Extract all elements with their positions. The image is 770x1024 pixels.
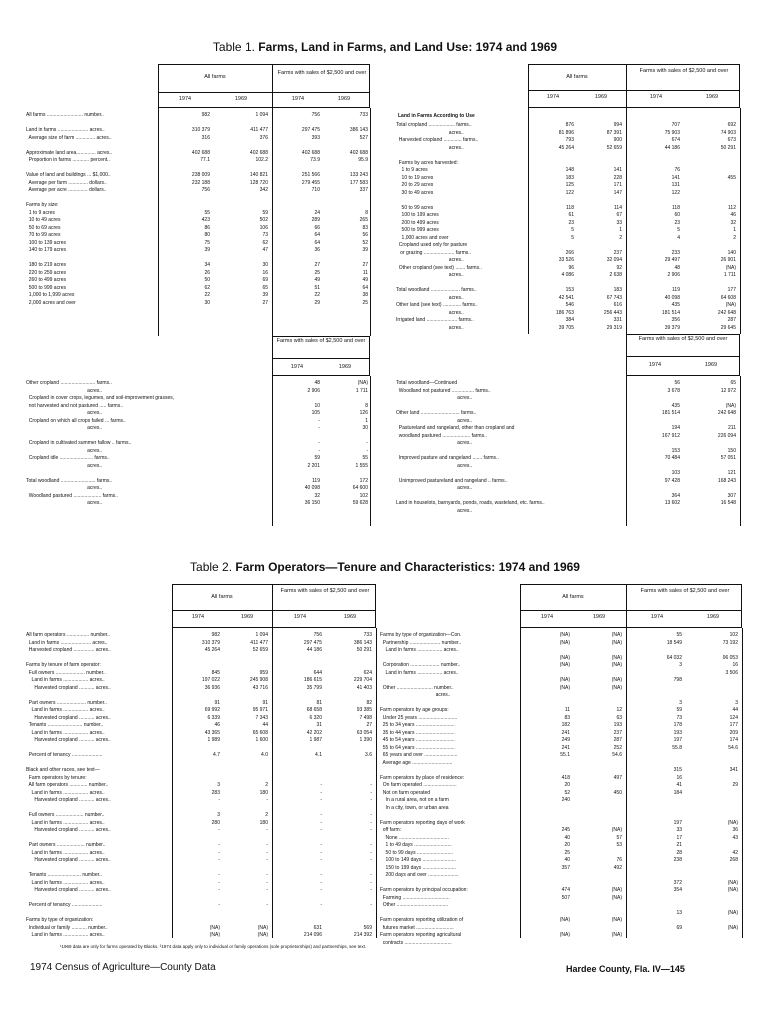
t1r-y1974-a: 1974 <box>546 94 560 100</box>
t1b-y1974-left: 1974 <box>290 364 304 370</box>
footer-left: 1974 Census of Agriculture—County Data <box>30 962 216 973</box>
t2-left-sales-1974: 756 297 475 44 186 644 186 615 35 799 81 68 658 6 320 31 42 202 1 987 4.1 - - - - - - - - - - - - - 631 214 096 <box>303 632 322 938</box>
t1b-col-sales-right: Farms with sales of $2,500 and over <box>638 336 728 342</box>
t2-right-all-1974: (NA) (NA) (NA) (NA) (NA) (NA) 11 83 182 241 249 241 55.1 418 20 52 240 245 40 20 25 40 357 474 507 (NA) (NA) <box>559 632 570 938</box>
t2-y1974-b: 1974 <box>293 614 307 620</box>
t2-y1974-a: 1974 <box>191 614 205 620</box>
t1-right-all-1974: 876 81 896 793 45 264 148 183 125 122 118 61 23 5 5 266 33 526 96 4 086 153 42 541 546 186 763 384 39 705 <box>555 122 574 331</box>
t1-left-labels: All farms .......................... number.. Land in farms ...................... acres.. Average size of farm .............. acres.. Approximate land area.............. acres.. Proportion in farms ............ percent.. Value of land and buildings ... $1,000.. Average per farm .............. dollars.. Average per acre .............. dollars.. Farms by size: 1 to 9 acres 10 to 49 acres 50 to 69 acres 70 to 99 acres 100 to 139 acres 140 to 179 acres 180 to 219 acres 220 to 259 acres 260 to 499 acres 500 to 999 acres 1,000 to 1,999 acres 2,000 acres and over <box>26 112 113 306</box>
t1b-left-labels: Other cropland ......................... farms.. acres.. Cropland in cover crops, legumes, and soil-improvement grasses, not harvested and not pastured ..... farms.. acres.. Cropland on which all crops failed ... farms.. acres.. Cropland in cultivated summer fallow .. farms.. acres.. Cropland idle ........................ farms.. acres.. Total woodland ......................... farms.. acres.. Woodland pastured .................... farms.. acres.. <box>26 380 175 506</box>
t2-col-all: All farms <box>211 594 233 600</box>
t2-right-sales-1969: 102 73 192 96 053 16 3 506 3 44 124 177 209 174 54.6 341 29 (NA) 36 43 42 268 (NA) (NA) (NA) (NA) <box>722 632 738 931</box>
t2r-col-sales: Farms with sales of $2,500 and over <box>640 588 730 594</box>
t1r-col-sales: Farms with sales of $2,500 and over <box>639 68 729 74</box>
table2-title-prefix: Table 2. <box>190 560 233 574</box>
t2-left-sales-1969: 733 386 143 50 291 624 229 704 41 403 82 93 385 7 498 27 63 054 1 390 3.6 - - - - - - - - - - - - - 569 214 392 <box>353 632 372 938</box>
t1-right-sales-1969: 692 74 903 673 50 291 455 112 46 32 1 2 140 26 901 (NA) 1 711 177 64 608 (NA) 242 648 287 29 645 <box>717 122 736 331</box>
t1b-y1974-right: 1974 <box>648 362 662 368</box>
t1r-col-all: All farms <box>566 74 588 80</box>
t2-left-all-1969: 1 094 411 477 52 659 959 245 908 43 716 91 95 971 7 343 44 65 608 1 600 4.0 2 180 - 2 180 - - - - - - - - (NA) (NA) <box>249 632 268 938</box>
t1b-left-1974: 48 2 906 10 105 - - - - 59 2 201 119 40 098 32 36 150 <box>304 380 320 506</box>
t1-left-sales-1969: 733 386 143 527 402 688 95.9 133 243 177 583 337 8 265 83 56 52 39 27 11 49 64 38 25 <box>349 112 368 306</box>
t2r-y1969-a: 1969 <box>592 614 606 620</box>
t2-right-sales-1974: 55 18 549 64 032 3 798 3 59 73 178 193 197 55.8 315 16 41 184 197 33 17 21 28 238 372 354 13 69 <box>666 632 682 931</box>
t1-right-all-1969: 994 87 391 900 52 659 141 228 171 147 114 67 33 1 2 237 32 094 92 2 638 183 67 743 616 256 443 331 29 319 <box>603 122 622 331</box>
t1r-y1969-a: 1969 <box>594 94 608 100</box>
t1b-right-1969: 65 12 972 (NA) 242 648 211 226 094 150 57 051 121 168 243 307 16 548 <box>717 380 736 506</box>
t1-y1969-b: 1969 <box>337 96 351 102</box>
t2-col-sales: Farms with sales of $2,500 and over <box>280 588 370 594</box>
footer-right: Hardee County, Fla. IV—145 <box>566 964 685 974</box>
t1-col-all: All farms <box>204 74 226 80</box>
t1-left-all-1969: 1 094 411 477 376 402 688 102.2 140 821 128 720 342 59 502 106 73 62 47 30 16 69 65 39 27 <box>249 112 268 306</box>
t2r-y1969-b: 1969 <box>706 614 720 620</box>
t2-right-labels: Farms by type of organization—Con. Partnership ...................... number.. Land in farms .................. acres.. Corporation ..................... number.. Land in farms .................. acres.. Other .......................... number.. acres.. Farm operators by age groups: Under 25 years ............................ 25 to 34 years ............................ 35 to 44 years ............................ 45 to 54 years ............................ 55 to 64 years ............................ 65 years and over ........................ Average age ............................. Farm operators by place of residence: On farm operated ........................ Not on farm operated In a rural area, not on a farm In a city, town, or urban area Farm operators reporting days of work off farm: None .................................... 1 to 49 days ........................... 50 to 99 days .......................... 100 to 149 days ........................ 150 to 199 days ........................ 200 days and over ...................... Farm operators by principal occupation: Farming .................................. Other ..................................... Farm operators reporting utilization of futures market ........................... Farm operators reporting agricultural contracts .................................. <box>380 632 468 946</box>
t1-left-all-1974: 982 310 379 316 402 688 77.1 238 009 232 188 756 55 423 86 80 75 39 34 26 50 62 22 30 <box>191 112 210 306</box>
t1b-right-1974: 56 3 678 435 181 514 194 167 912 153 70 484 103 97 428 364 13 602 <box>661 380 680 506</box>
t1-right-labels: Total cropland ................... farms.. acres.. Harvested cropland ............. farms.. acres.. Farms by acres harvested: 1 to 9 acres 10 to 19 acres 20 to 29 acres 30 to 49 acres 50 to 99 acres 100 to 199 acres 200 to 499 acres 500 to 999 acres 1,000 acres and over Cropland used only for pasture or grazing ...................... farms.. acres.. Other cropland (see text) ....... farms.. acres.. Total woodland ..................... farms.. acres.. Other land (see text) ............. farms.. acres.. Irrigated land ...................... farms.. acres.. <box>396 122 482 331</box>
footnote: ¹1969 data are only for farms operated by Blacks. ²1974 data apply only to individual or family operations (sole proprietorships) and partnerships, see text. <box>60 944 367 949</box>
t2r-col-all: All farms <box>562 594 584 600</box>
t1-y1969-a: 1969 <box>234 96 248 102</box>
t1b-col-sales-left: Farms with sales of $2,500 and over <box>276 338 366 344</box>
table1-title <box>0 40 770 54</box>
t1r-y1974-b: 1974 <box>649 94 663 100</box>
t1-left-sales-1974: 756 297 475 393 402 688 73.9 251 566 279 455 710 24 289 66 64 64 36 27 25 49 51 22 29 <box>301 112 320 306</box>
table1-title-text: Farms, Land in Farms, and Land Use: 1974 and 1969 <box>258 40 558 54</box>
table1-title-prefix: Table 1. <box>212 40 255 54</box>
t1r-y1969-b: 1969 <box>705 94 719 100</box>
t2r-y1974-b: 1974 <box>650 614 664 620</box>
table2-title <box>0 560 770 574</box>
t1-right-sales-1974: 707 75 903 674 44 186 76 141 131 122 118 60 23 5 4 233 29 497 48 2 906 119 40 098 435 181 514 356 39 379 <box>661 122 680 331</box>
t1-y1974-a: 1974 <box>178 96 192 102</box>
t2-right-all-1969: (NA) (NA) (NA) (NA) (NA) (NA) 12 63 193 237 287 252 54.6 497 450 (NA) 57 53 76 492 (NA) (NA) (NA) (NA) <box>611 632 622 938</box>
t2-left-all-1974: 982 310 379 45 264 845 197 022 36 936 91 69 992 6 339 46 43 365 1 989 4.7 3 283 - 3 280 - - - - - - - - (NA) (NA) <box>201 632 220 938</box>
t1b-y1969-right: 1969 <box>704 362 718 368</box>
t1b-right-labels: Total woodland—Continued Woodland not pastured ................ farms.. acres.. Other land ............................ farms.. acres.. Pastureland and rangeland, other than cropland and woodland pastured .................... farms.. acres.. Improved pasture and rangeland ....... farms.. acres.. Unimproved pastureland and rangeland .. farms.. acres.. Land in houselots, barnyards, ponds, roads, wasteland, etc. farms.. acres.. <box>396 380 545 514</box>
t1-y1974-b: 1974 <box>291 96 305 102</box>
t2r-y1974-a: 1974 <box>540 614 554 620</box>
t1-col-sales: Farms with sales of $2,500 and over <box>277 70 367 76</box>
t1-right-section-head: Land in Farms According to Use <box>398 113 475 119</box>
t1b-left-1969: (NA) 1 711 8 126 1 30 - - 55 1 555 172 64 600 102 59 628 <box>352 380 368 506</box>
t2-y1969-b: 1969 <box>343 614 357 620</box>
t1b-y1969-left: 1969 <box>338 364 352 370</box>
t2-left-labels: All farm operators ................ number.. Land in farms ...................... acres.. Harvested cropland ............... acres.. Farms by tenure of farm operator: Full owners ..................... number.. Land in farms .................. acres.. Harvested cropland ........... acres.. Part owners ..................... number.. Land in farms .................. acres.. Harvested cropland ........... acres.. Tenants ......................... number.. Land in farms .................. acres.. Harvested cropland ........... acres.. Percent of tenancy ...................... Black and other races, see text— Farm operators by tenure: All farm operators ............. number.. Land in farms .................. acres.. Harvested cropland ........... acres.. Full owners .................... number.. Land in farms .................. acres.. Harvested cropland ........... acres.. Part owners .................... number.. Land in farms .................. acres.. Harvested cropland ........... acres.. Tenants ........................ number.. Land in farms .................. acres.. Harvested cropland ........... acres.. Percent of tenancy ...................... Farms by type of organization: Individual or family ........... number.. Land in farms .................. acres.. <box>26 632 111 938</box>
table2-title-text: Farm Operators—Tenure and Characteristics: 1974 and 1969 <box>235 560 580 574</box>
t2-y1969-a: 1969 <box>240 614 254 620</box>
